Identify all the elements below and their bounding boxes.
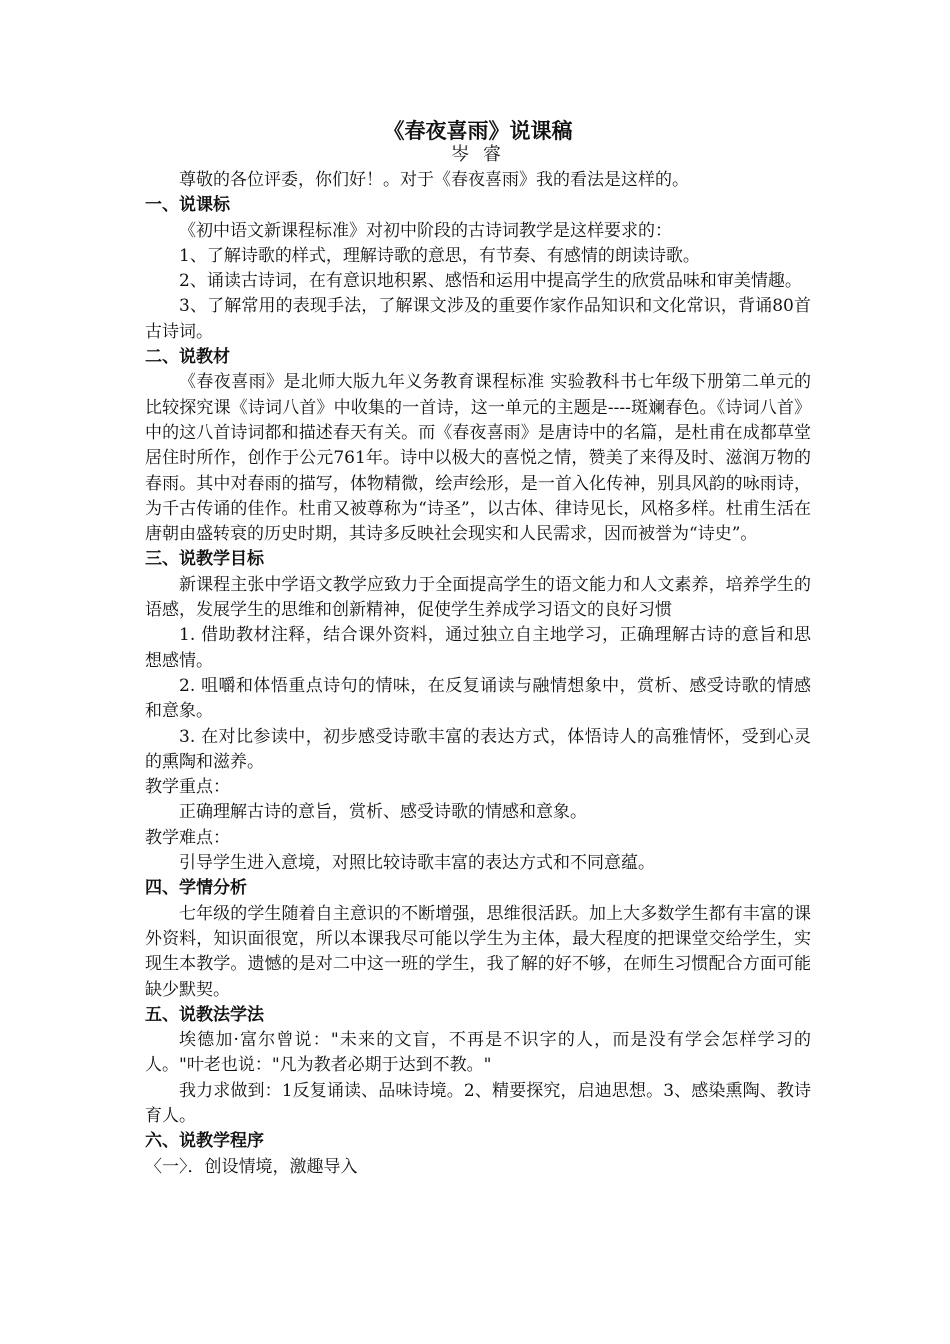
paragraph: 埃德加·富尔曾说："未来的文盲，不再是不识字的人，而是没有学会怎样学习的人。"叶老也说："凡为教者必期于达到不教。" xyxy=(145,1030,811,1076)
paragraph: 《春夜喜雨》是北师大版九年义务教育课程标准 实验教科书七年级下册第二单元的比较探究课《诗词八首》中收集的一首诗，这一单元的主题是----斑斓春色。《诗词八首》中的这八首诗词都和描述春天有关。而《春夜喜雨》是唐诗中的名篇，是杜甫在成都草堂居住时所作，创作于公元761年。诗中以极大的喜悦之情，赞美了来得及时、滋润万物的春雨。其中对春雨的描写，体物精微，绘声绘形，是一首入化传神，别具风韵的咏雨诗，为千古传诵的佳作。杜甫又被尊称为“诗圣”，以古体、律诗见长，风格多样。杜甫生活在唐朝由盛转衰的历史时期，其诗多反映社会现实和人民需求，因而被誉为“诗史”。 xyxy=(145,372,811,545)
paragraph: 1. 借助教材注释，结合课外资料，通过独立自主地学习，正确理解古诗的意旨和思想感情。 xyxy=(145,625,811,671)
difficulties-label: 教学难点： xyxy=(145,827,230,848)
paragraph: 1、了解诗歌的样式，理解诗歌的意思，有节奏、有感情的朗读诗歌。 xyxy=(179,245,700,266)
key-points-text: 正确理解古诗的意旨，赏析、感受诗歌的情感和意象。 xyxy=(179,802,587,823)
document-title: 《春夜喜雨》说课稿 xyxy=(383,118,573,143)
intro-paragraph: 尊敬的各位评委，你们好！。对于《春夜喜雨》我的看法是这样的。 xyxy=(179,170,689,190)
author-name: 岑 睿 xyxy=(451,144,505,165)
paragraph: 2、诵读古诗词，在有意识地积累、感悟和运用中提高学生的欣赏品味和审美情趣。 xyxy=(179,271,802,292)
section-heading-students: 四、学情分析 xyxy=(145,878,247,899)
key-points-label: 教学重点： xyxy=(145,777,230,798)
section-heading-methods: 五、说教法学法 xyxy=(145,1004,264,1025)
paragraph: 新课程主张中学语文教学应致力于全面提高学生的语文能力和人文素养，培养学生的语感，发展学生的思维和创新精神，促使学生养成学习语文的良好习惯 xyxy=(145,574,811,621)
document-page xyxy=(145,118,811,1180)
section-heading-objectives: 三、说教学目标 xyxy=(145,549,264,570)
section-heading-curriculum: 一、说课标 xyxy=(145,195,230,216)
section-heading-procedure: 六、说教学程序 xyxy=(145,1131,264,1152)
paragraph: 3. 在对比参读中，初步感受诗歌丰富的表达方式，体悟诗人的高雅情怀，受到心灵的熏陶和滋养。 xyxy=(145,726,811,772)
paragraph: 2. 咀嚼和体悟重点诗句的情味，在反复诵读与融情想象中，赏析、感受诗歌的情感和意象。 xyxy=(145,675,811,722)
procedure-step: 〈一〉．创设情境，激趣导入 xyxy=(145,1156,358,1177)
paragraph: 《初中语文新课程标准》对初中阶段的古诗词教学是这样要求的： xyxy=(179,220,672,241)
section-heading-textbook: 二、说教材 xyxy=(145,347,230,368)
paragraph: 我力求做到：1反复诵读、品味诗境。2、精要探究，启迪思想。3、感染熏陶、教诗育人。 xyxy=(145,1080,811,1126)
difficulties-text: 引导学生进入意境，对照比较诗歌丰富的表达方式和不同意蕴。 xyxy=(179,853,655,874)
paragraph: 3、了解常用的表现手法，了解课文涉及的重要作家作品知识和文化常识，背诵80首古诗词。 xyxy=(145,296,811,342)
paragraph: 七年级的学生随着自主意识的不断增强，思维很活跃。加上大多数学生都有丰富的课外资料，知识面很宽，所以本课我尽可能以学生为主体，最大程度的把课堂交给学生，实现生本教学。遗憾的是对二中这一班的学生，我了解的好不够，在师生习惯配合方面可能缺少默契。 xyxy=(145,903,811,1000)
